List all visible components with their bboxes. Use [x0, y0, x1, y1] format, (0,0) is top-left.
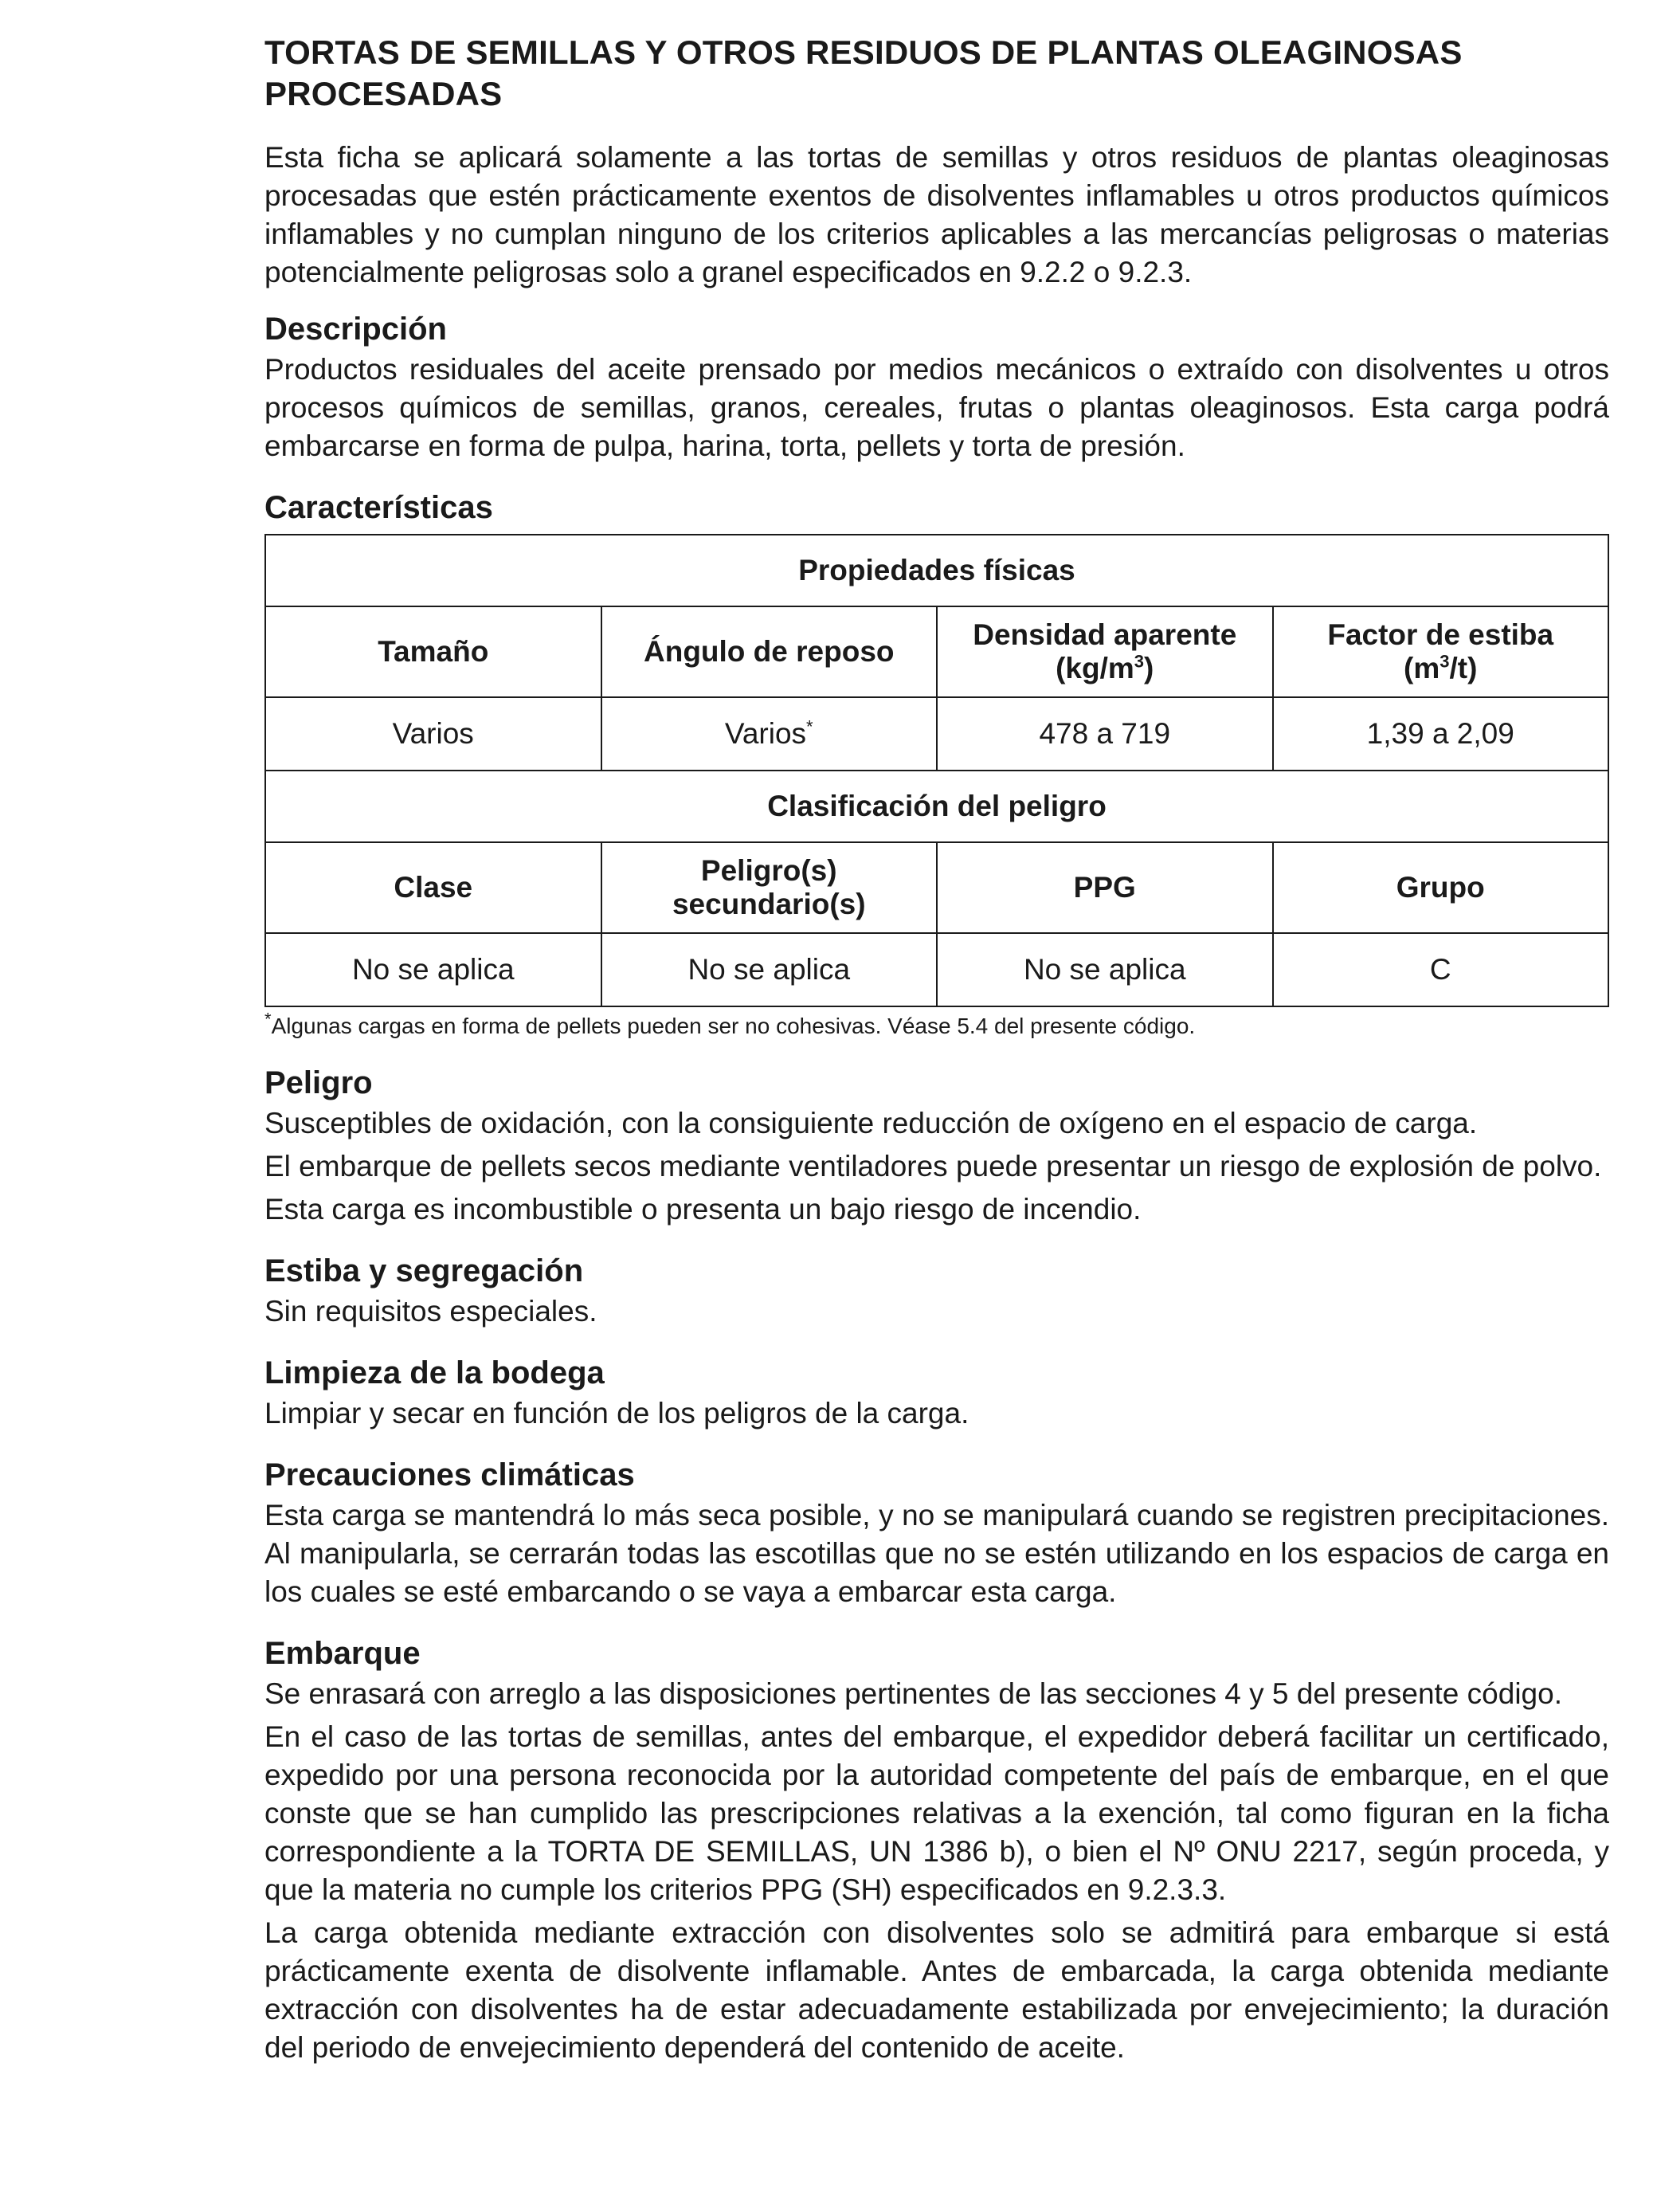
- header-grupo: Grupo: [1273, 842, 1609, 933]
- document-page: [264, 32, 1609, 2067]
- header-size: Tamaño: [265, 606, 601, 697]
- table-footnote: [264, 1009, 1609, 1041]
- value-grupo: C: [1273, 933, 1609, 1006]
- peligro-heading: Peligro: [264, 1065, 373, 1100]
- value-size: Varios: [265, 697, 601, 771]
- footnote-mark: *: [264, 1009, 272, 1030]
- value-ppg: No se aplica: [937, 933, 1273, 1006]
- limpieza-heading: Limpieza de la bodega: [264, 1355, 605, 1390]
- value-angle: [601, 697, 938, 771]
- page-title: TORTAS DE SEMILLAS Y OTROS RESIDUOS DE PLANTAS OLEAGINOSAS PROCESADAS: [264, 33, 1463, 112]
- precauciones-heading: Precauciones climáticas: [264, 1457, 635, 1492]
- header-secondary-line2: secundario(s): [672, 888, 866, 920]
- value-secondary: No se aplica: [601, 933, 938, 1006]
- value-angle-footnote-mark: *: [806, 716, 813, 737]
- header-secondary-line1: Peligro(s): [700, 854, 837, 887]
- header-density-unit-end: ): [1144, 652, 1154, 684]
- peligro-paragraph-3: Esta carga es incombustible o presenta un bajo riesgo de incendio.: [264, 1193, 1142, 1226]
- value-density: 478 a 719: [937, 697, 1273, 771]
- intro-paragraph: Esta ficha se aplicará solamente a las tortas de semillas y otros residuos de plantas oleaginosas procesadas que estén prácticamente exentos de disolventes inflamables u otros productos químicos inflamables y no cumplan ninguno de los criterios aplicables a las mercancías peligrosas o materias potencialmente peligrosas solo a granel especificados en 9.2.2 o 9.2.3.: [264, 141, 1609, 288]
- embarque-heading: Embarque: [264, 1636, 421, 1671]
- header-clase: Clase: [265, 842, 601, 933]
- estiba-heading: Estiba y segregación: [264, 1253, 584, 1288]
- header-stowage-unit: (m: [1404, 652, 1440, 684]
- header-secondary: [601, 842, 938, 933]
- embarque-paragraph-3: La carga obtenida mediante extracción con disolventes solo se admitirá para embarque si está prácticamente exenta de disolvente inflamable. Antes de embarcada, la carga obtenida mediante extracción con disolventes ha de estar adecuadamente estabilizada por envejecimiento; la duración del periodo de envejecimiento dependerá del contenido de aceite.: [264, 1916, 1609, 2064]
- header-stowage-sup: 3: [1440, 651, 1450, 672]
- embarque-paragraph-1: Se enrasará con arreglo a las disposiciones pertinentes de las secciones 4 y 5 del presente código.: [264, 1677, 1562, 1710]
- header-angle: Ángulo de reposo: [601, 606, 938, 697]
- header-stowage-unit-end: /t): [1449, 652, 1478, 684]
- header-density-unit: (kg/m: [1056, 652, 1134, 684]
- estiba-text: Sin requisitos especiales.: [264, 1295, 597, 1328]
- peligro-paragraph-2: El embarque de pellets secos mediante ventiladores puede presentar un riesgo de explosión de polvo.: [264, 1150, 1602, 1182]
- value-clase: No se aplica: [265, 933, 601, 1006]
- embarque-paragraph-2: En el caso de las tortas de semillas, antes del embarque, el expedidor deberá facilitar un certificado, expedido por una persona reconocida por la autoridad competente del país de embarque, en el que conste que se han cumplido las prescripciones relativas a la exención, tal como figuran en la ficha correspondiente a la TORTA DE SEMILLAS, UN 1386 b), o bien el Nº ONU 2217, según proceda, y que la materia no cumple los criterios PPG (SH) especificados en 9.2.3.3.: [264, 1720, 1609, 1906]
- peligro-paragraph-1: Susceptibles de oxidación, con la consiguiente reducción de oxígeno en el espacio de carga.: [264, 1107, 1478, 1139]
- value-stowage: 1,39 a 2,09: [1273, 697, 1609, 771]
- descripcion-heading: Descripción: [264, 312, 447, 347]
- precauciones-text: Esta carga se mantendrá lo más seca posible, y no se manipulará cuando se registren precipitaciones. Al manipularla, se cerrarán todas las escotillas que no se estén utilizando en los espacios de carga en los cuales se esté embarcando o se vaya a embarcar esta carga.: [264, 1499, 1609, 1608]
- header-density: [937, 606, 1273, 697]
- header-ppg: PPG: [937, 842, 1273, 933]
- descripcion-text: Productos residuales del aceite prensado por medios mecánicos o extraído con disolventes u otros procesos químicos de semillas, granos, cereales, frutas o plantas oleaginosos. Esta carga podrá embarcarse en forma de pulpa, harina, torta, pellets y torta de presión.: [264, 353, 1609, 462]
- caracteristicas-heading: Características: [264, 490, 493, 525]
- footnote-text: Algunas cargas en forma de pellets pueden ser no cohesivas. Véase 5.4 del presente código.: [271, 1014, 1196, 1038]
- value-angle-text: Varios: [724, 717, 807, 750]
- header-stowage: [1273, 606, 1609, 697]
- header-density-sup: 3: [1134, 651, 1145, 672]
- characteristics-table: [264, 534, 1609, 1007]
- hazard-classification-title: Clasificación del peligro: [265, 771, 1608, 842]
- physical-properties-title: Propiedades físicas: [265, 535, 1608, 606]
- limpieza-text: Limpiar y secar en función de los peligros de la carga.: [264, 1397, 969, 1430]
- header-stowage-line1: Factor de estiba: [1327, 618, 1554, 651]
- header-density-line1: Densidad aparente: [973, 618, 1237, 651]
